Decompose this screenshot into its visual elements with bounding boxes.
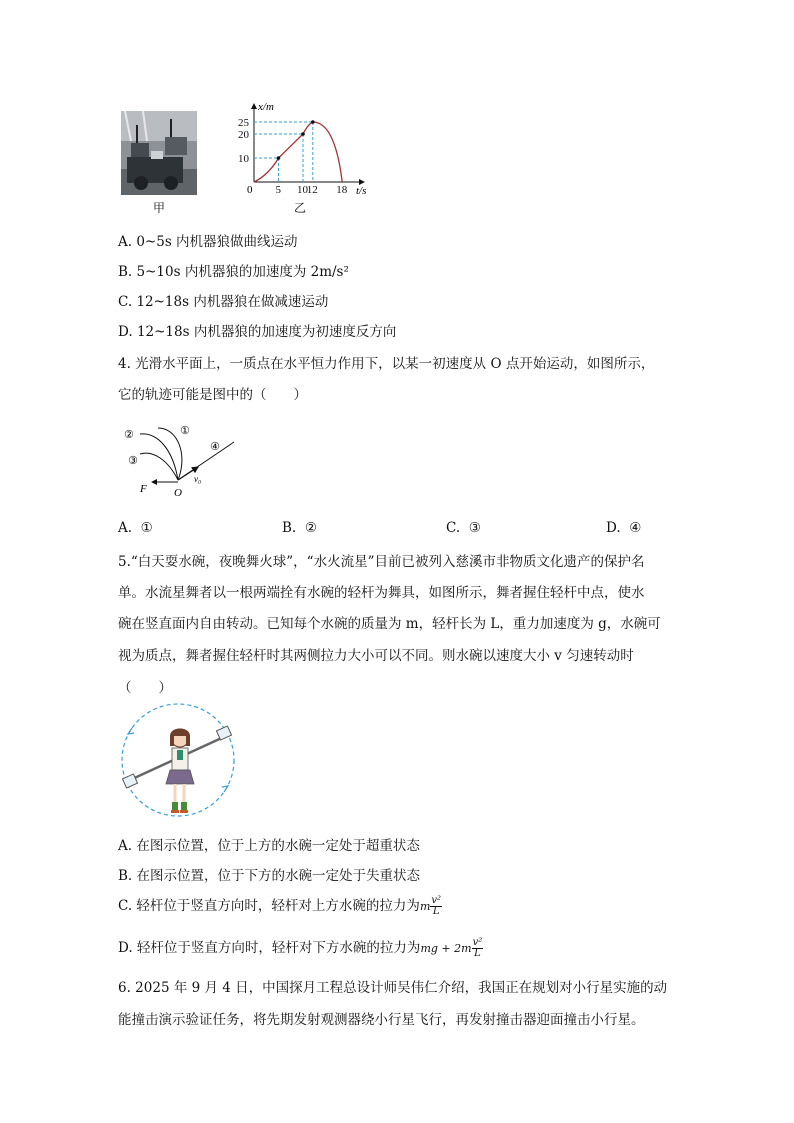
water-meteor-figure bbox=[118, 698, 238, 822]
data-point-2 bbox=[311, 120, 315, 124]
q5-stem-line1: 5.“白天耍水碗，夜晚舞火球”，“水火流星”目前已被列入慈溪市非物质文化遗产的保护名 bbox=[118, 554, 645, 570]
xt-graph bbox=[236, 100, 376, 200]
x-tick-label-12: 12 bbox=[306, 184, 318, 196]
q5-option-a: A. 在图示位置，位于上方的水碗一定处于超重状态 bbox=[118, 838, 420, 854]
label-3: ③ bbox=[128, 454, 138, 467]
trajectory-3 bbox=[140, 453, 178, 480]
label-1: ① bbox=[180, 424, 190, 437]
q6-stem-line1: 6. 2025 年 9 月 4 日，中国探月工程总设计师吴伟仁介绍，我国正在规划对小行星实施的动 bbox=[118, 980, 668, 996]
data-point-1 bbox=[301, 132, 305, 136]
fraction-v2-over-l: $\frac{\text{v²}}{L}$ bbox=[431, 895, 442, 917]
label-v0: v₀ bbox=[194, 474, 202, 484]
y-tick-label-10: 10 bbox=[238, 153, 249, 165]
label-4: ④ bbox=[210, 440, 220, 453]
origin-label: 0 bbox=[247, 184, 253, 196]
y-tick-label-20: 20 bbox=[238, 129, 249, 141]
q4-option-d: D. ④ bbox=[606, 520, 642, 536]
q3-option-b: B. 5~10s 内机器狼的加速度为 2m/s² bbox=[118, 264, 349, 280]
q3-option-d: D. 12~18s 内机器狼的加速度为初速度反方向 bbox=[118, 324, 397, 340]
q4-option-b: B. ② bbox=[282, 520, 317, 536]
q3-option-c: C. 12~18s 内机器狼在做减速运动 bbox=[118, 294, 329, 310]
xt-graph-svg bbox=[236, 100, 376, 200]
caption-jia: 甲 bbox=[153, 201, 166, 215]
q5-option-c: C. 轻杆位于竖直方向时，轻杆对上方水碗的拉力为m $\frac{\text{v²}}{L}$ bbox=[118, 895, 442, 917]
q5-stem-line4: 视为质点，舞者握住轻杆时其两侧拉力大小可以不同。则水碗以速度大小 v 匀速转动时 bbox=[118, 648, 634, 664]
q4-stem-line1: 4. 光滑水平面上，一质点在水平恒力作用下，以某一初速度从 O 点开始运动，如图所示， bbox=[118, 356, 655, 372]
q5-option-d: D. 轻杆位于竖直方向时，轻杆对下方水碗的拉力为mg + 2m $\frac{\text{v²}}{L}$ bbox=[118, 937, 483, 959]
y-tick-label-25: 25 bbox=[238, 117, 249, 129]
q4-option-c: C. ③ bbox=[446, 520, 481, 536]
xt-curve bbox=[254, 122, 342, 182]
q6-stem-line2: 能撞击演示验证任务，将先期发射观测器绕小行星飞行，再发射撞击器迎面撞击小行星。 bbox=[118, 1012, 645, 1028]
x-axis-label: t/s bbox=[356, 185, 367, 197]
q5-stem-line5: （ ） bbox=[118, 680, 172, 696]
fraction-v2-over-l: $\frac{\text{v²}}{L}$ bbox=[472, 937, 483, 959]
water-bowl-top bbox=[216, 726, 231, 740]
label-2: ② bbox=[124, 428, 134, 441]
data-point-0 bbox=[277, 156, 281, 160]
y-axis-label: x/m bbox=[258, 101, 274, 113]
x-tick-label-5: 5 bbox=[275, 184, 281, 196]
q5-stem-line3: 碗在竖直面内自由转动。已知每个水碗的质量为 m，轻杆长为 L，重力加速度为 g，水碗可 bbox=[118, 616, 661, 632]
q5-stem-line2: 单。水流星舞者以一根两端拴有水碗的轻杆为舞具，如图所示，舞者握住轻杆中点，使水 bbox=[118, 585, 645, 601]
label-o: O bbox=[174, 487, 182, 499]
q4-stem-line2: 它的轨迹可能是图中的（ ） bbox=[118, 387, 307, 403]
trajectory-figure bbox=[118, 420, 248, 502]
robot-wolf-photo bbox=[121, 111, 197, 195]
q4-option-a: A. ① bbox=[118, 520, 153, 536]
q3-option-a: A. 0~5s 内机器狼做曲线运动 bbox=[118, 234, 298, 250]
x-tick-label-10: 10 bbox=[297, 184, 308, 196]
x-tick-label-18: 18 bbox=[336, 184, 348, 196]
caption-yi: 乙 bbox=[294, 201, 307, 215]
water-bowl-bottom bbox=[122, 774, 137, 788]
label-f: F bbox=[140, 483, 147, 495]
q5-option-b: B. 在图示位置，位于下方的水碗一定处于失重状态 bbox=[118, 868, 421, 884]
